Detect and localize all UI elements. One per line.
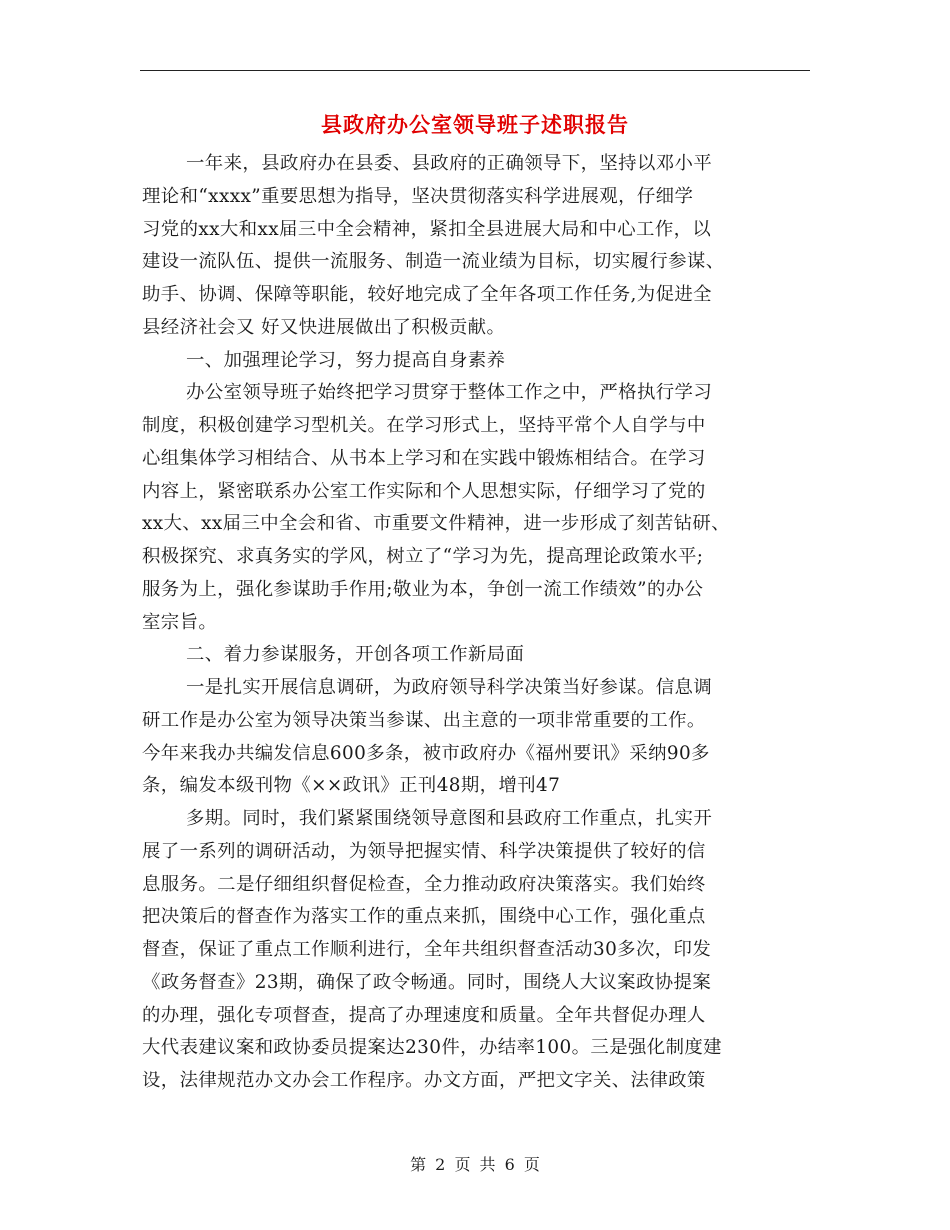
text-line: 设，法律规范办文办会工作程序。办文方面，严把文字关、法律政策	[142, 1070, 706, 1091]
text-line: 制度，积极创建学习型机关。在学习形式上，坚持平常个人自学与中	[142, 415, 706, 436]
text-line: 息服务。二是仔细组织督促检查，全力推动政府决策落实。我们始终	[142, 873, 706, 895]
text-line: 《政务督查》23期，确保了政令畅通。同时，围绕人大议案政协提案	[142, 971, 712, 993]
header-rule	[140, 70, 810, 71]
document-title: 县政府办公室领导班子述职报告	[321, 112, 629, 137]
document-body	[142, 148, 810, 1098]
text-line: 积极探究、求真务实的学风，树立了“学习为先，提高理论政策水平;	[142, 546, 704, 567]
text-line: 室宗旨。	[142, 611, 218, 633]
text-line: 的办理，强化专项督查，提高了办理速度和质量。全年共督促办理人	[142, 1004, 706, 1026]
text-line: 理论和“xxxx”重要思想为指导，坚决贯彻落实科学进展观，仔细学	[142, 185, 694, 207]
text-line: 内容上，紧密联系办公室工作实际和个人思想实际，仔细学习了党的	[142, 480, 706, 502]
text-line: 建设一流队伍、提供一流服务、制造一流业绩为目标，切实履行参谋、	[142, 251, 725, 273]
text-line: 服务为上，强化参谋助手作用;敬业为本，争创一流工作绩效”的办公	[142, 578, 704, 600]
text-line: 办公室领导班子始终把学习贯穿于整体工作之中，严格执行学习	[186, 382, 713, 404]
text-line: 习党的xx大和xx届三中全会精神，紧扣全县进展大局和中心工作，以	[142, 218, 712, 240]
text-line: 督查，保证了重点工作顺利进行，全年共组织督查活动30多次，印发	[142, 939, 712, 960]
text-line: 把决策后的督查作为落实工作的重点来抓，围绕中心工作，强化重点	[142, 906, 706, 928]
text-line: 县经济社会又 好又快进展做出了积极贡献。	[142, 316, 506, 338]
text-line: 一年来，县政府办在县委、县政府的正确领导下，坚持以邓小平	[186, 153, 713, 174]
text-line: 展了一系列的调研活动，为领导把握实情、科学决策提供了较好的信	[142, 840, 706, 862]
text-line: 一是扎实开展信息调研，为政府领导科学决策当好参谋。信息调	[186, 677, 713, 698]
text-line: xx大、xx届三中全会和省、市重要文件精神，进一步形成了刻苦钻研、	[142, 513, 731, 535]
page-footer: 第 2 页 共 6 页	[410, 1155, 540, 1174]
text-line: 研工作是办公室为领导决策当参谋、出主意的一项非常重要的工作。	[142, 709, 706, 731]
text-line: 二、着力参谋服务，开创各项工作新局面	[186, 644, 525, 666]
text-line: 大代表建议案和政协委员提案达230件，办结率100。三是强化制度建	[142, 1037, 722, 1059]
text-line: 助手、协调、保障等职能，较好地完成了全年各项工作任务,为促进全	[142, 284, 712, 305]
text-line: 多期。同时，我们紧紧围绕领导意图和县政府工作重点，扎实开	[186, 808, 713, 829]
text-line: 一、加强理论学习，努力提高自身素养	[186, 349, 506, 371]
text-line: 心组集体学习相结合、从书本上学习和在实践中锻炼相结合。在学习	[142, 447, 706, 469]
text-line: 条，编发本级刊物《××政讯》正刊48期，增刊47	[142, 775, 561, 797]
text-line: 今年来我办共编发信息600多条，被市政府办《福州要讯》采纳90多	[142, 742, 710, 764]
